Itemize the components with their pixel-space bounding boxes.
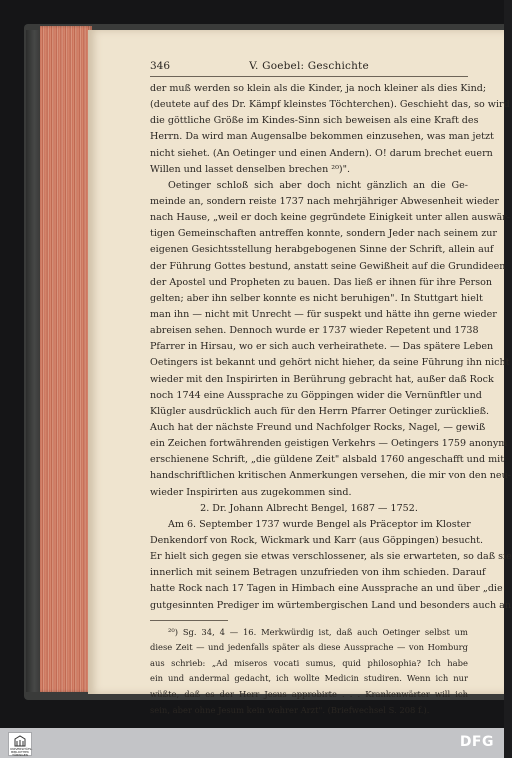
- text-line: Oetinger schloß sich aber doch nicht gänzlich an die Ge-: [168, 179, 468, 191]
- text-line: gelten; aber ihn selber konnte es nicht beruhigen". In Stuttgart hielt: [150, 292, 483, 304]
- viewer-footer: [0, 728, 504, 758]
- text-line: tigen Gemeinschaften antreffen konnte, sondern Jeder nach seinem zur: [150, 228, 497, 240]
- section-heading: 2. Dr. Johann Albrecht Bengel, 1687 — 1752.: [200, 502, 418, 514]
- text-line: wieder Inspirirten aus zugekommen sind.: [150, 486, 352, 498]
- footnote-line: sein, aber ohne Jesum kein wahrer Arzt". (Briefwechsel S. 208 f.).: [150, 704, 430, 715]
- footnote: [150, 625, 468, 719]
- text-line: ein Zeichen fortwährenden geistigen Verkehrs — Oetingers 1759 anonym: [150, 438, 508, 450]
- book-cover-edge: [26, 30, 40, 692]
- text-line: Auch hat der nächste Freund und Nachfolger Rocks, Nagel, — gewiß: [150, 421, 486, 433]
- footnote-line: diese Zeit — und jedenfalls später als diese Aussprache — von Homburg: [150, 642, 468, 653]
- text-line: Denkendorf von Rock, Wickmark und Karr (aus Göppingen) besucht.: [150, 534, 484, 546]
- text-line: der Führung Gottes bestund, anstatt seine Gewißheit auf die Grundideen: [150, 260, 506, 272]
- text-line: nach Hause, „weil er doch keine gegründete Einigkeit unter allen auswär-: [150, 212, 510, 224]
- text-line: abreisen sehen. Dennoch wurde er 1737 wieder Repetent und 1738: [150, 325, 479, 337]
- text-line: der Apostel und Propheten zu bauen. Das ließ er ihnen für ihre Person: [150, 276, 492, 288]
- text-line: Herrn. Da wird man Augensalbe bekommen einzusehen, was man jetzt: [150, 131, 494, 143]
- footnote-line: wüßte, daß es der Herr Jesus approbirte . . . Krankenwärter will ich: [150, 689, 468, 700]
- text-line: innerlich mit seinem Betragen unzufrieden von ihm schieden. Darauf: [150, 567, 486, 579]
- text-line: noch 1744 eine Aussprache zu Göppingen wider die Vernünftler und: [150, 389, 482, 401]
- body-text: [150, 81, 512, 614]
- library-seal-icon: [13, 735, 27, 747]
- page-edges: [40, 26, 92, 692]
- footnote-rule: [150, 620, 228, 621]
- running-header: [150, 58, 468, 77]
- text-line: Am 6. September 1737 wurde Bengel als Präceptor im Kloster: [168, 518, 471, 530]
- text-line: meinde an, sondern reiste 1737 nach mehrjähriger Abwesenheit wieder: [150, 195, 499, 207]
- dfg-logo[interactable]: DFG: [459, 734, 494, 750]
- text-line: gutgesinnten Prediger im würtembergischen Land und besonders auch an: [150, 599, 512, 611]
- text-line: Willen und lasset denselben brechen ²⁰)".: [150, 163, 351, 175]
- footnote-line: aus schrieb: „Ad miseros vocati sumus, quid philosophia? Ich habe: [150, 657, 468, 668]
- library-logo-text: UNIVERSITÄTS-BIBLIOTHEK TÜBINGEN: [10, 747, 33, 757]
- text-line: Er hielt sich gegen sie etwas verschlossener, als sie erwarteten, so daß sie: [150, 551, 512, 563]
- text-line: nicht siehet. (An Oetinger und einen Andern). O! darum brechet euern: [150, 147, 493, 159]
- page-text: [150, 58, 512, 718]
- text-line: erschienene Schrift, „die güldene Zeit" alsbald 1760 angeschafft und mit: [150, 454, 505, 466]
- text-line: handschriftlichen kritischen Anmerkungen versehen, die mir von den neu-: [150, 470, 511, 482]
- text-line: wieder mit den Inspirirten in Berührung gebracht hat, außer daß Rock: [150, 373, 494, 385]
- footnote-line: ein und andermal gedacht, ich wollte Medicin studiren. Wenn ich nur: [150, 673, 468, 684]
- text-line: Klügler ausdrücklich auch für den Herrn Pfarrer Oetinger zurückließ.: [150, 405, 490, 417]
- text-line: (deutete auf des Dr. Kämpf kleinstes Töchterchen). Geschieht das, so wird: [150, 99, 510, 111]
- text-line: die göttliche Größe im Kindes-Sinn sich beweisen als eine Kraft des: [150, 115, 479, 127]
- running-title: V. Goebel: Geschichte: [249, 60, 369, 72]
- footnote-line: ²⁰) Sg. 34, 4 — 16. Merkwürdig ist, daß auch Oetinger selbst um: [168, 626, 468, 637]
- text-line: der muß werden so klein als die Kinder, ja noch kleiner als dies Kind;: [150, 83, 487, 94]
- text-line: Oetingers ist bekannt und gehört nicht hieher, da seine Führung ihn nicht: [150, 357, 510, 369]
- page-number: 346: [150, 60, 171, 72]
- text-line: Pfarrer in Hirsau, wo er sich auch verheirathete. — Das spätere Leben: [150, 341, 494, 353]
- text-line: eigenen Gesichtsstellung herabgebogenen Sinne der Schrift, allein auf: [150, 244, 494, 256]
- text-line: hatte Rock nach 17 Tagen in Himbach eine Aussprache an und über „die: [150, 583, 503, 595]
- library-logo[interactable]: [8, 732, 32, 756]
- text-line: man ihn — nicht mit Unrecht — für suspekt und hätte ihn gerne wieder: [150, 308, 497, 320]
